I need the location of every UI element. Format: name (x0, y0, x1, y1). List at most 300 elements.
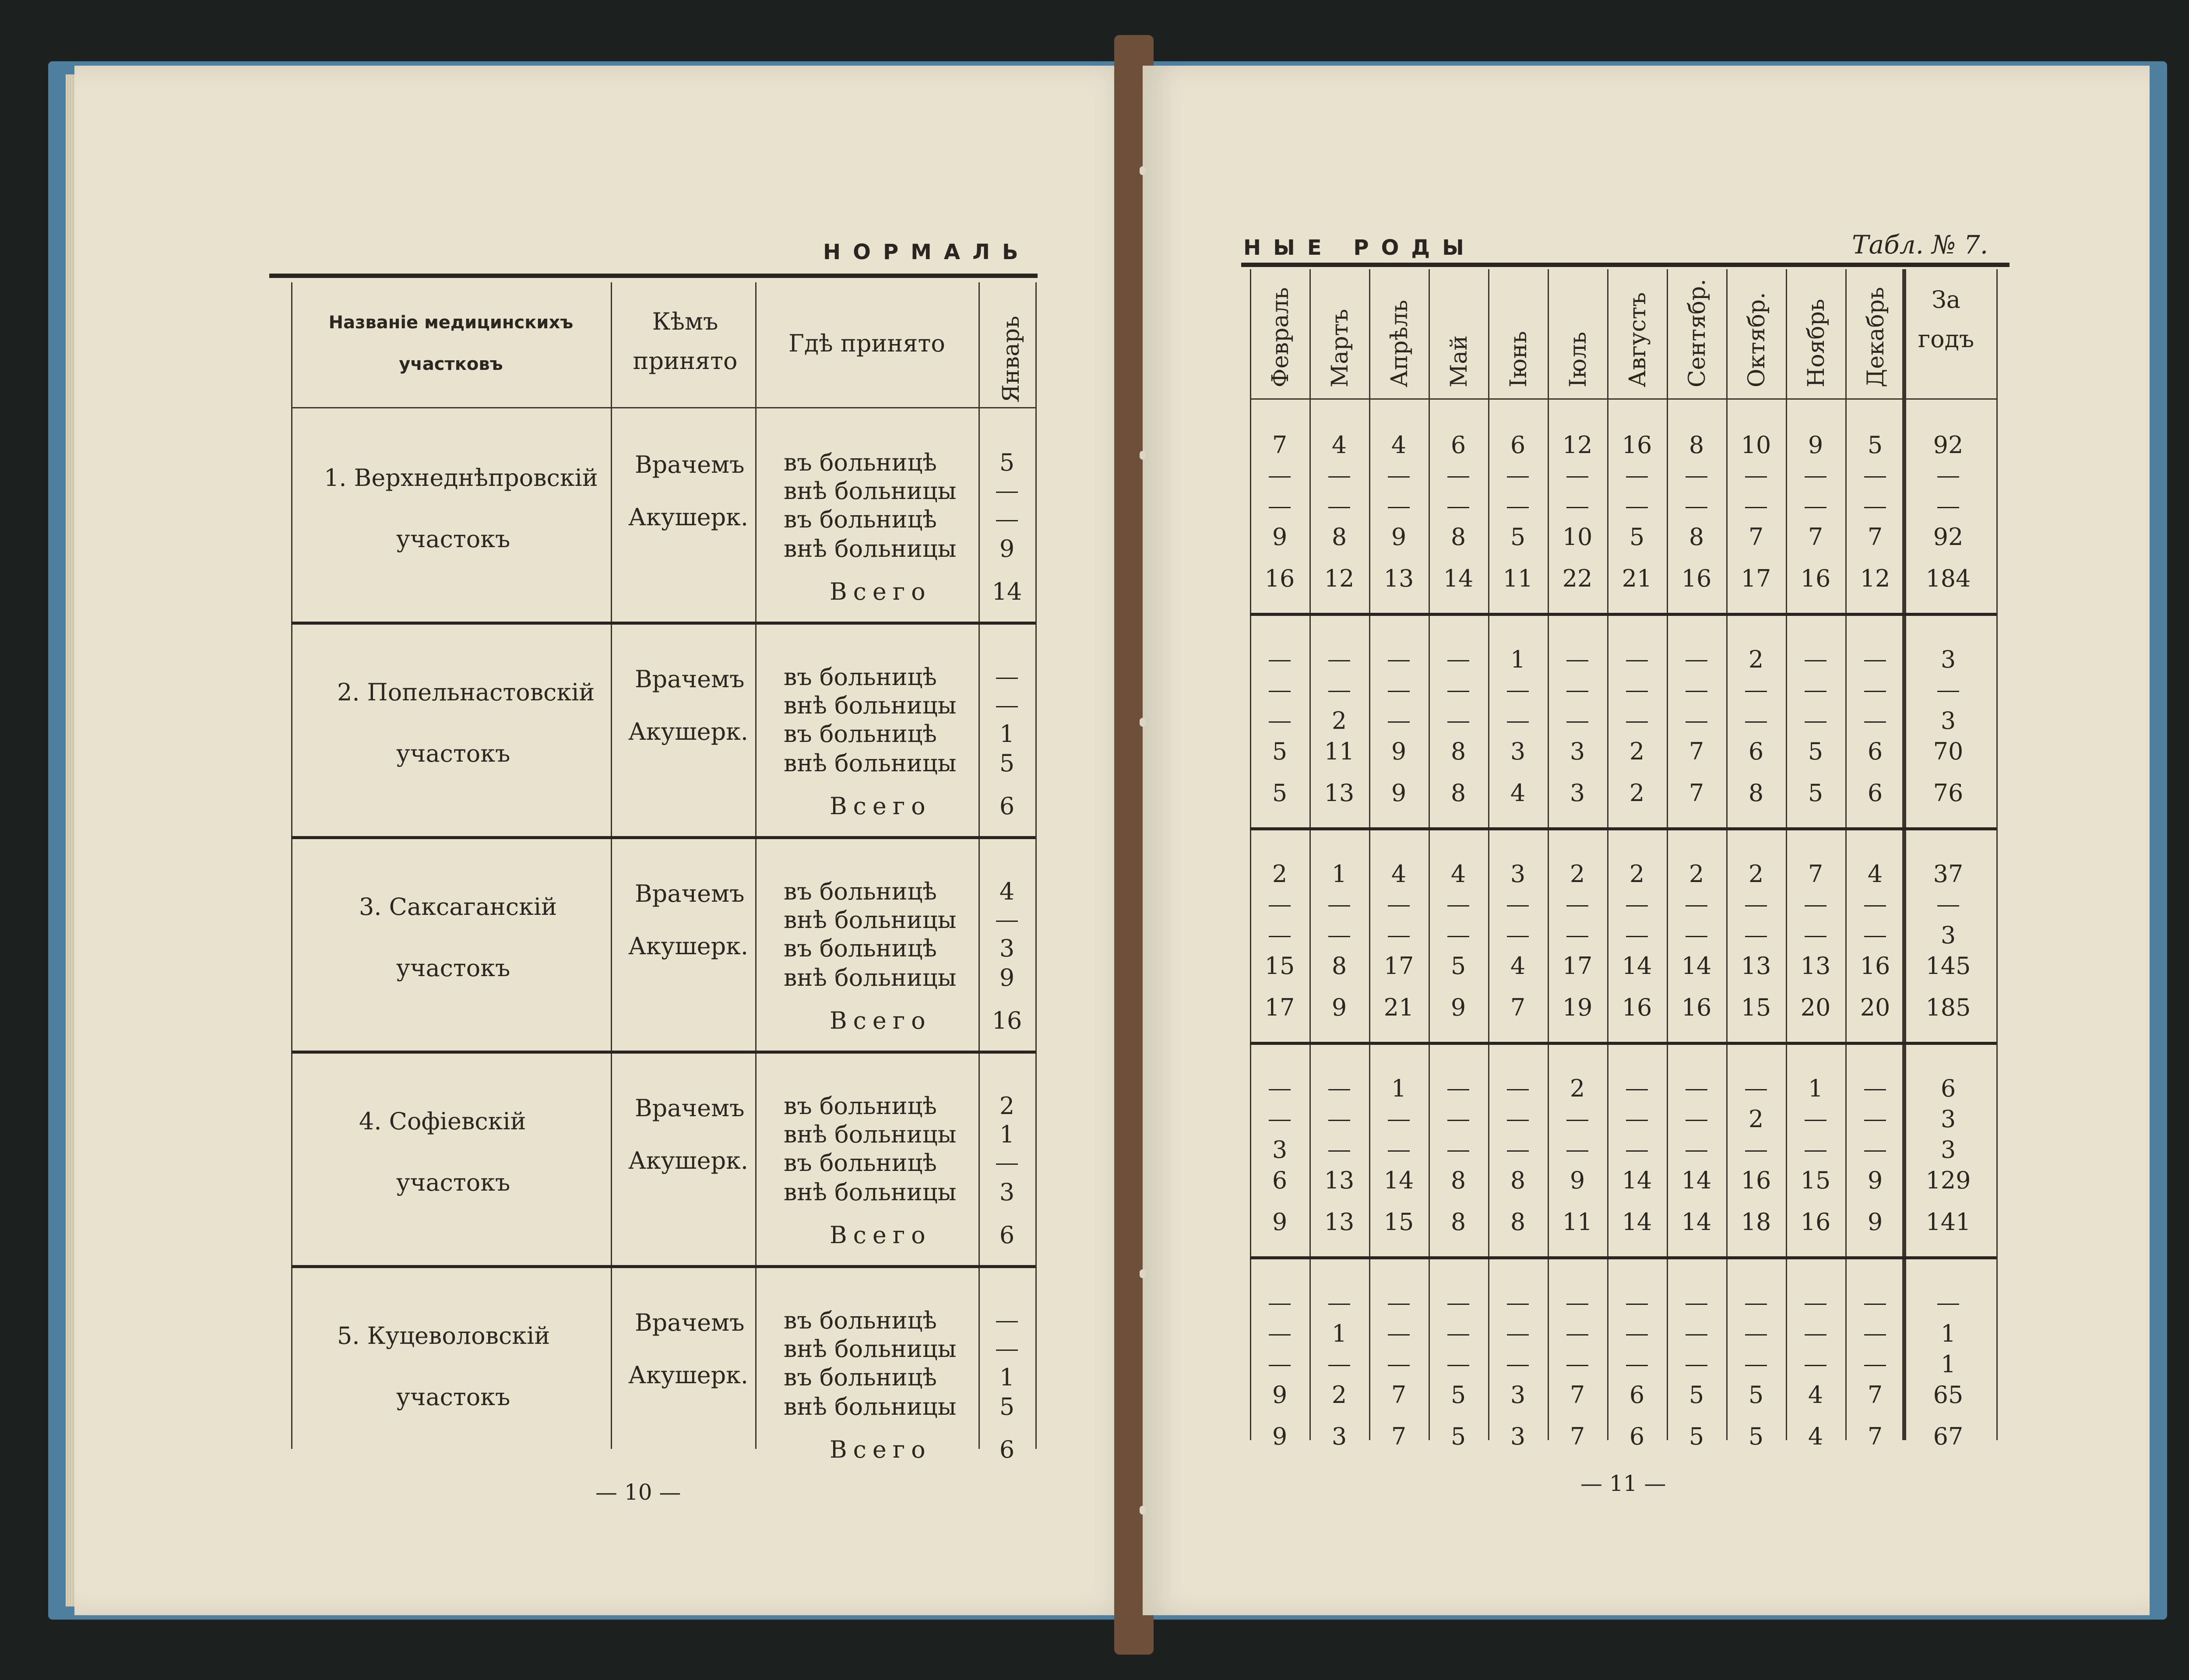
cell-value: 3 (1510, 860, 1526, 888)
page-number-right: — 11 — (1580, 1471, 1666, 1496)
cell-value: 11 (1562, 1208, 1593, 1236)
cell-dash (1328, 1365, 1350, 1366)
table-column-line (1548, 269, 1549, 1440)
cell-value: 2 (1748, 1105, 1764, 1133)
cell-value: 2 (1272, 860, 1288, 888)
jan-value: 6 (999, 792, 1015, 820)
cell-dash (1507, 476, 1529, 478)
cell-dash (1566, 660, 1588, 661)
jan-value: 1 (999, 1364, 1015, 1391)
cell-dash (1566, 936, 1588, 937)
table-column-line (1250, 269, 1251, 1440)
jan-dash (996, 706, 1018, 707)
cell-value: 141 (1925, 1208, 1971, 1236)
cell-dash (1566, 1150, 1588, 1152)
cell-dash (1447, 660, 1469, 661)
cell-value: 1 (1940, 1320, 1956, 1347)
cell-value: 1 (1391, 1075, 1407, 1102)
col-district-header: Названіе медицинскихъ участковъ (328, 313, 574, 374)
cell-dash (1269, 1089, 1291, 1090)
month-header: Май (1446, 335, 1472, 387)
table-header-line (1250, 398, 1996, 400)
jan-value: 9 (999, 964, 1015, 991)
col-year-header: За годъ (1918, 286, 1974, 353)
cell-dash (1388, 1120, 1410, 1121)
cell-dash (1447, 721, 1469, 723)
table-column-line (1035, 282, 1037, 1449)
cell-value: 2 (1331, 707, 1347, 735)
cell-dash (1269, 507, 1291, 508)
cell-value: 11 (1503, 565, 1533, 592)
cell-value: 145 (1925, 952, 1971, 980)
cell-value: 6 (1450, 431, 1466, 459)
cell-dash (1566, 1334, 1588, 1336)
cell-value: 7 (1570, 1381, 1585, 1409)
page-header-right: НЫЕ РОДЫ (1243, 235, 1476, 260)
cell-dash (1686, 721, 1707, 723)
cell-value: 15 (1741, 994, 1771, 1021)
month-header: Октябр. (1744, 292, 1770, 387)
cell-dash (1328, 1120, 1350, 1121)
cell-value: 1 (1510, 646, 1526, 673)
block-separator (1250, 1042, 1996, 1045)
cell-value: 9 (1272, 1208, 1288, 1236)
cell-value: 5 (1629, 523, 1645, 551)
where-label: въ больницѣ (784, 935, 937, 962)
cell-value: 6 (1867, 779, 1883, 807)
block-separator (1250, 613, 1996, 616)
cell-value: 3 (1510, 738, 1526, 765)
cell-dash (1269, 721, 1291, 723)
jan-value: 1 (999, 720, 1015, 748)
block-separator (291, 1265, 1035, 1268)
cell-dash (1447, 476, 1469, 478)
cell-value: 12 (1324, 565, 1355, 592)
cell-dash (1626, 721, 1648, 723)
by-doctor-label: Врачемъ (635, 665, 745, 693)
cell-value: 8 (1331, 952, 1347, 980)
cell-value: 16 (1622, 994, 1652, 1021)
month-header: Ноябрь (1803, 299, 1830, 387)
cell-dash (1269, 905, 1291, 907)
cell-dash (1626, 1334, 1648, 1336)
cell-dash (1447, 1150, 1469, 1152)
cell-dash (1328, 1089, 1350, 1090)
cell-dash (1937, 1304, 1959, 1305)
cell-dash (1937, 476, 1959, 478)
cell-dash (1566, 1120, 1588, 1121)
cell-dash (1686, 936, 1707, 937)
cell-value: 6 (1510, 431, 1526, 459)
cell-value: 13 (1383, 565, 1414, 592)
cell-dash (1269, 1304, 1291, 1305)
month-header: Апрѣль (1387, 299, 1413, 387)
cell-value: 3 (1570, 779, 1585, 807)
cell-dash (1745, 1334, 1767, 1336)
cell-value: 13 (1324, 1208, 1355, 1236)
cell-value: 4 (1510, 952, 1526, 980)
cell-value: 14 (1681, 1208, 1712, 1236)
cell-dash (1269, 1334, 1291, 1336)
month-header: Іюнь (1506, 331, 1532, 387)
cell-value: 4 (1391, 431, 1407, 459)
cell-dash (1269, 1120, 1291, 1121)
cell-dash (1328, 691, 1350, 692)
jan-dash (996, 492, 1018, 493)
cell-value: 16 (1860, 952, 1890, 980)
cell-dash (1388, 476, 1410, 478)
cell-value: 7 (1689, 779, 1704, 807)
where-label: въ больницѣ (784, 506, 937, 533)
cell-dash (1686, 1304, 1707, 1305)
table-column-line (1369, 269, 1370, 1440)
cell-value: 14 (1681, 952, 1712, 980)
cell-value: 15 (1383, 1208, 1414, 1236)
cell-value: 6 (1629, 1381, 1645, 1409)
cell-value: 9 (1272, 523, 1288, 551)
cell-dash (1388, 936, 1410, 937)
cell-dash (1507, 1304, 1529, 1305)
cell-value: 8 (1331, 523, 1347, 551)
cell-value: 10 (1562, 523, 1593, 551)
cell-value: 20 (1860, 994, 1890, 1021)
where-label: внѣ больницы (784, 906, 957, 934)
block-separator (1250, 1256, 1996, 1259)
where-label: внѣ больницы (784, 1393, 957, 1420)
cell-value: 9 (1808, 431, 1823, 459)
jan-dash (996, 1350, 1018, 1351)
cell-value: 5 (1450, 1423, 1466, 1450)
table-column-line (978, 282, 980, 1449)
cell-value: 12 (1562, 431, 1593, 459)
table-column-line (291, 282, 292, 1449)
jan-value: 5 (999, 1393, 1015, 1420)
cell-value: 37 (1933, 860, 1964, 888)
district-sub: участокъ (396, 1383, 510, 1411)
where-label: внѣ больницы (784, 749, 957, 777)
cell-dash (1388, 1150, 1410, 1152)
cell-dash (1864, 1365, 1886, 1366)
cell-dash (1937, 691, 1959, 692)
where-label: внѣ больницы (784, 964, 957, 991)
cell-dash (1507, 721, 1529, 723)
cell-value: 16 (1800, 1208, 1831, 1236)
table-column-line (1488, 269, 1489, 1440)
cell-value: 7 (1272, 431, 1288, 459)
cell-value: 5 (1272, 779, 1288, 807)
month-header: Іюль (1565, 331, 1591, 387)
cell-dash (1566, 905, 1588, 907)
stitch-hole (1140, 166, 1146, 175)
by-midwife-label: Акушерк. (628, 932, 749, 960)
month-header: Мартъ (1327, 309, 1353, 387)
cell-value: 4 (1808, 1381, 1823, 1409)
table-number: Табл. № 7. (1852, 230, 1988, 260)
cell-value: 2 (1570, 860, 1585, 888)
cell-value: 8 (1450, 738, 1466, 765)
cell-dash (1269, 476, 1291, 478)
cell-dash (1328, 1150, 1350, 1152)
block-separator (291, 836, 1035, 839)
cell-value: 16 (1264, 565, 1295, 592)
cell-dash (1328, 905, 1350, 907)
cell-dash (1626, 936, 1648, 937)
cell-value: 67 (1933, 1423, 1964, 1450)
cell-value: 9 (1867, 1167, 1883, 1194)
col-jan-header: Январь (998, 316, 1024, 403)
cell-value: 18 (1741, 1208, 1771, 1236)
cell-dash (1388, 721, 1410, 723)
cell-value: 3 (1940, 1136, 1956, 1163)
cell-value: 1 (1331, 860, 1347, 888)
cell-dash (1447, 1304, 1469, 1305)
table-column-line (1429, 269, 1430, 1440)
cell-dash (1745, 507, 1767, 508)
total-label: Всего (830, 1436, 932, 1463)
cell-dash (1686, 476, 1707, 478)
district-sub: участокъ (396, 740, 510, 767)
cell-dash (1388, 1334, 1410, 1336)
cell-dash (1507, 905, 1529, 907)
cell-value: 129 (1925, 1167, 1971, 1194)
cell-dash (1686, 1120, 1707, 1121)
by-midwife-label: Акушерк. (628, 503, 749, 531)
cell-dash (1805, 1334, 1827, 1336)
cell-value: 3 (1940, 921, 1956, 949)
cell-dash (1864, 476, 1886, 478)
cell-value: 4 (1331, 431, 1347, 459)
cell-dash (1864, 936, 1886, 937)
where-label: въ больницѣ (784, 1092, 937, 1120)
cell-value: 5 (1272, 738, 1288, 765)
cell-dash (1447, 691, 1469, 692)
cell-dash (1447, 1365, 1469, 1366)
table-column-line (1607, 269, 1608, 1440)
cell-dash (1507, 1150, 1529, 1152)
cell-value: 1 (1808, 1075, 1823, 1102)
cell-dash (1937, 905, 1959, 907)
table-header-line (291, 407, 1035, 408)
cell-dash (1626, 1150, 1648, 1152)
cell-dash (1566, 507, 1588, 508)
cell-dash (1805, 721, 1827, 723)
cell-value: 19 (1562, 994, 1593, 1021)
cell-value: 185 (1925, 994, 1971, 1021)
cell-value: 9 (1272, 1381, 1288, 1409)
cell-value: 4 (1510, 779, 1526, 807)
cell-dash (1269, 660, 1291, 661)
cell-dash (1388, 660, 1410, 661)
cell-value: 3 (1940, 707, 1956, 735)
cell-dash (1805, 1365, 1827, 1366)
cell-dash (1447, 507, 1469, 508)
stitch-hole (1140, 1506, 1146, 1515)
month-header: Августъ (1625, 292, 1651, 387)
block-separator (291, 1051, 1035, 1054)
cell-value: 16 (1622, 431, 1652, 459)
cell-value: 3 (1510, 1423, 1526, 1450)
cell-dash (1328, 1304, 1350, 1305)
cell-dash (1805, 1304, 1827, 1305)
block-separator (291, 622, 1035, 625)
cell-dash (1864, 691, 1886, 692)
cell-value: 2 (1629, 779, 1645, 807)
cell-value: 5 (1748, 1381, 1764, 1409)
table-column-line (1996, 269, 1998, 1440)
by-midwife-label: Акушерк. (628, 1361, 749, 1389)
district-name: 5. Куцеволовскій (337, 1322, 550, 1350)
cell-dash (1864, 507, 1886, 508)
cell-value: 6 (1867, 738, 1883, 765)
cell-value: 13 (1741, 952, 1771, 980)
month-header: Февраль (1267, 287, 1294, 387)
cell-value: 16 (1681, 994, 1712, 1021)
cell-value: 15 (1264, 952, 1295, 980)
cell-dash (1388, 507, 1410, 508)
by-doctor-label: Врачемъ (635, 451, 745, 478)
jan-value: 6 (999, 1221, 1015, 1249)
where-label: внѣ больницы (784, 1335, 957, 1363)
where-label: внѣ больницы (784, 1178, 957, 1206)
cell-value: 7 (1867, 523, 1883, 551)
col-where-header: Гдѣ принято (788, 330, 945, 357)
cell-dash (1745, 476, 1767, 478)
cell-dash (1507, 1334, 1529, 1336)
cell-value: 5 (1808, 738, 1823, 765)
cell-value: 8 (1689, 523, 1704, 551)
where-label: въ больницѣ (784, 1149, 937, 1177)
cell-value: 5 (1510, 523, 1526, 551)
cell-value: 7 (1867, 1381, 1883, 1409)
cell-dash (1447, 1089, 1469, 1090)
cell-dash (1269, 1365, 1291, 1366)
where-label: въ больницѣ (784, 878, 937, 905)
cell-dash (1507, 1120, 1529, 1121)
cell-dash (1269, 936, 1291, 937)
cell-value: 3 (1940, 646, 1956, 673)
jan-value: 9 (999, 535, 1015, 562)
cell-dash (1864, 1304, 1886, 1305)
cell-dash (1388, 1365, 1410, 1366)
cell-value: 2 (1629, 738, 1645, 765)
cell-value: 21 (1383, 994, 1414, 1021)
cell-value: 13 (1324, 779, 1355, 807)
cell-value: 7 (1570, 1423, 1585, 1450)
table-column-line (1845, 269, 1847, 1440)
where-label: въ больницѣ (784, 449, 937, 476)
cell-value: 3 (1940, 1105, 1956, 1133)
cell-value: 15 (1800, 1167, 1831, 1194)
cell-value: 76 (1933, 779, 1964, 807)
cell-dash (1626, 1304, 1648, 1305)
cell-value: 8 (1450, 779, 1466, 807)
cell-dash (1864, 1150, 1886, 1152)
cell-value: 7 (1867, 1423, 1883, 1450)
cell-dash (1507, 1365, 1529, 1366)
cell-dash (1805, 905, 1827, 907)
district-sub: участокъ (396, 1169, 510, 1196)
cell-dash (1805, 936, 1827, 937)
table-column-line (1902, 269, 1905, 1440)
where-label: въ больницѣ (784, 1364, 937, 1391)
cell-value: 8 (1450, 1167, 1466, 1194)
cell-value: 4 (1808, 1423, 1823, 1450)
jan-value: 5 (999, 449, 1015, 476)
district-name: 1. Верхнеднѣпровскій (324, 464, 598, 492)
jan-value: 3 (999, 1178, 1015, 1206)
cell-value: 11 (1324, 738, 1355, 765)
jan-value: 5 (999, 749, 1015, 777)
cell-value: 13 (1800, 952, 1831, 980)
cell-dash (1686, 1365, 1707, 1366)
block-separator (1250, 827, 1996, 830)
cell-value: 92 (1933, 431, 1964, 459)
cell-value: 8 (1450, 523, 1466, 551)
cell-value: 16 (1681, 565, 1712, 592)
where-label: внѣ больницы (784, 1121, 957, 1148)
cell-dash (1805, 691, 1827, 692)
cell-value: 2 (1748, 646, 1764, 673)
cell-value: 17 (1264, 994, 1295, 1021)
jan-value: 2 (999, 1092, 1015, 1120)
col-bywhom-header: Кѣмъ принято (633, 308, 738, 375)
cell-value: 21 (1622, 565, 1652, 592)
jan-dash (996, 1163, 1018, 1165)
cell-value: 8 (1510, 1167, 1526, 1194)
cell-dash (1566, 1365, 1588, 1366)
cell-dash (1686, 905, 1707, 907)
cell-dash (1745, 1150, 1767, 1152)
cell-value: 9 (1570, 1167, 1585, 1194)
stitch-hole (1140, 451, 1146, 460)
jan-value: 14 (992, 578, 1022, 605)
cell-dash (1626, 507, 1648, 508)
cell-value: 7 (1808, 860, 1823, 888)
month-header: Декабрь (1863, 287, 1889, 387)
cell-value: 6 (1629, 1423, 1645, 1450)
where-label: внѣ больницы (784, 535, 957, 562)
cell-dash (1686, 507, 1707, 508)
cell-dash (1566, 1304, 1588, 1305)
jan-value: 16 (992, 1007, 1022, 1034)
cell-dash (1686, 660, 1707, 661)
cell-dash (1388, 905, 1410, 907)
cell-value: 7 (1748, 523, 1764, 551)
cell-value: 5 (1450, 952, 1466, 980)
cell-value: 9 (1867, 1208, 1883, 1236)
cell-dash (1447, 1120, 1469, 1121)
cell-dash (1328, 936, 1350, 937)
cell-dash (1447, 1334, 1469, 1336)
where-label: въ больницѣ (784, 1307, 937, 1334)
cell-value: 16 (1800, 565, 1831, 592)
cell-dash (1805, 1150, 1827, 1152)
cell-dash (1626, 1365, 1648, 1366)
cell-value: 4 (1450, 860, 1466, 888)
cell-value: 184 (1925, 565, 1971, 592)
cell-value: 2 (1629, 860, 1645, 888)
cell-dash (1507, 936, 1529, 937)
district-name: 4. Софіевскій (359, 1107, 526, 1135)
where-label: въ больницѣ (784, 663, 937, 691)
header-rule (1241, 263, 2010, 267)
page-number-left: — 10 — (595, 1480, 681, 1505)
month-header: Сентябр. (1684, 279, 1710, 387)
cell-value: 5 (1748, 1423, 1764, 1450)
jan-dash (996, 678, 1018, 679)
cell-value: 9 (1450, 994, 1466, 1021)
cell-dash (1328, 660, 1350, 661)
